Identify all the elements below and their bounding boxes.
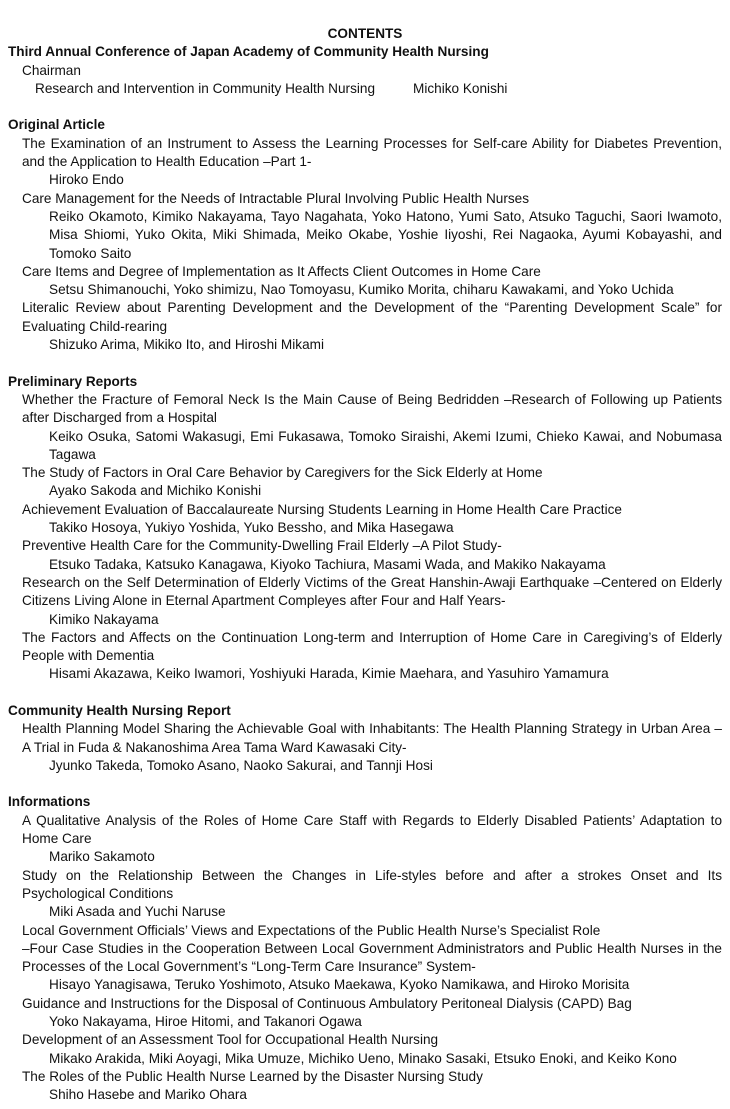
sections-list <box>8 116 722 1104</box>
article-authors: Setsu Shimanouchi, Yoko shimizu, Nao Tomoyasu, Kumiko Morita, chiharu Kawakami, and Yoko Uchida <box>49 282 674 298</box>
article-authors: Kimiko Nakayama <box>49 611 159 627</box>
section-heading: Original Article <box>8 117 105 133</box>
article-title: Study on the Relationship Between the Changes in Life-styles before and after a strokes Onset and Its Psychological Conditions <box>22 867 722 901</box>
article-authors: Shiho Hasebe and Mariko Ohara <box>49 1087 247 1103</box>
article-title: A Qualitative Analysis of the Roles of Home Care Staff with Regards to Elderly Disabled Patients’ Adaptation to Home Care <box>22 812 722 847</box>
article-authors: Reiko Okamoto, Kimiko Nakayama, Tayo Nagahata, Yoko Hatono, Yumi Sato, Atsuko Taguchi, Saori Iwamoto, Misa Shiomi, Yuko Okita, Miki Shimada, Meiko Okabe, Yoshie Iiyoshi, Rei Nagaoka, Ayumi Kobayashi, and Tomoko Saito <box>49 208 722 261</box>
article-authors: Yoko Nakayama, Hiroe Hitomi, and Takanori Ogawa <box>49 1014 362 1030</box>
article-authors: Jyunko Takeda, Tomoko Asano, Naoko Sakurai, and Tannji Hosi <box>49 757 433 773</box>
article-authors: Takiko Hosoya, Yukiyo Yoshida, Yuko Bessho, and Mika Hasegawa <box>49 520 454 536</box>
article-authors: Hisami Akazawa, Keiko Iwamori, Yoshiyuki Harada, Kimie Maehara, and Yasuhiro Yamamura <box>49 666 609 682</box>
section-heading: Informations <box>8 794 91 810</box>
section-heading: Preliminary Reports <box>8 373 138 389</box>
lecture-author: Michiko Konishi <box>413 80 508 96</box>
article-title: The Factors and Affects on the Continuation Long-term and Interruption of Home Care in Caregiving’s of Elderly People with Dementia <box>22 629 722 664</box>
lecture-title: Research and Intervention in Community Health Nursing <box>35 80 376 96</box>
article-title: The Examination of an Instrument to Assess the Learning Processes for Self-care Ability for Diabetes Prevention, and the Application to Health Education –Part 1- <box>22 135 722 170</box>
article-authors: Shizuko Arima, Mikiko Ito, and Hiroshi Mikami <box>49 337 324 353</box>
article-title: –Four Case Studies in the Cooperation Between Local Government Administrators and Public Health Nurses in the Processes of the Local Government’s “Long-Term Care Insurance” System- <box>22 940 722 975</box>
article-title: Guidance and Instructions for the Disposal of Continuous Ambulatory Peritoneal Dialysis (CAPD) Bag <box>22 995 632 1011</box>
article-authors: Keiko Osuka, Satomi Wakasugi, Emi Fukasawa, Tomoko Siraishi, Akemi Izumi, Chieko Kawai, and Nobumasa Tagawa <box>49 428 722 462</box>
article-authors: Ayako Sakoda and Michiko Konishi <box>49 483 262 499</box>
conference-heading: Third Annual Conference of Japan Academy of Community Health Nursing <box>8 44 489 60</box>
article-authors: Miki Asada and Yuchi Naruse <box>49 904 226 920</box>
article-title: Literalic Review about Parenting Development and the Development of the “Parenting Development Scale” for Evaluating Child-rearing <box>22 300 722 334</box>
article-title: The Roles of the Public Health Nurse Learned by the Disaster Nursing Study <box>22 1068 483 1084</box>
article-authors: Mariko Sakamoto <box>49 849 155 865</box>
article-authors: Etsuko Tadaka, Katsuko Kanagawa, Kiyoko Tachiura, Masami Wada, and Makiko Nakayama <box>49 556 606 572</box>
article-title: Care Items and Degree of Implementation as It Affects Client Outcomes in Home Care <box>22 263 541 279</box>
article-title: Development of an Assessment Tool for Occupational Health Nursing <box>22 1032 439 1048</box>
article-title: Care Management for the Needs of Intractable Plural Involving Public Health Nurses <box>22 190 530 206</box>
chairman-lecture <box>8 80 722 98</box>
article-title: Preventive Health Care for the Community-Dwelling Frail Elderly –A Pilot Study- <box>22 538 502 554</box>
article-title: Health Planning Model Sharing the Achievable Goal with Inhabitants: The Health Planning Strategy in Urban Area –A Trial in Fuda & Nakanoshima Area Tama Ward Kawasaki City- <box>22 721 722 755</box>
section-heading: Community Health Nursing Report <box>8 702 231 718</box>
article-authors: Mikako Arakida, Miki Aoyagi, Mika Umuze, Michiko Ueno, Minako Sasaki, Etsuko Enoki, and Keiko Kono <box>49 1050 677 1066</box>
article-title: Whether the Fracture of Femoral Neck Is the Main Cause of Being Bedridden –Research of Following up Patients after Discharged from a Hospital <box>22 391 722 426</box>
page-title: CONTENTS <box>327 26 403 41</box>
article-title: Local Government Officials’ Views and Expectations of the Public Health Nurse’s Specialist Role <box>22 922 601 938</box>
article-title: Achievement Evaluation of Baccalaureate Nursing Students Learning in Home Health Care Practice <box>22 501 622 517</box>
article-authors: Hiroko Endo <box>49 172 124 188</box>
article-title: The Study of Factors in Oral Care Behavior by Caregivers for the Sick Elderly at Home <box>22 465 543 481</box>
article-authors: Hisayo Yanagisawa, Teruko Yoshimoto, Atsuko Maekawa, Kyoko Namikawa, and Hiroko Morisita <box>49 977 630 993</box>
article-title: Research on the Self Determination of Elderly Victims of the Great Hanshin-Awaji Earthquake –Centered on Elderly Citizens Living Alone in Eternal Apartment Compleyes after Four and Half Years- <box>22 574 722 609</box>
chairman-label: Chairman <box>22 62 81 78</box>
